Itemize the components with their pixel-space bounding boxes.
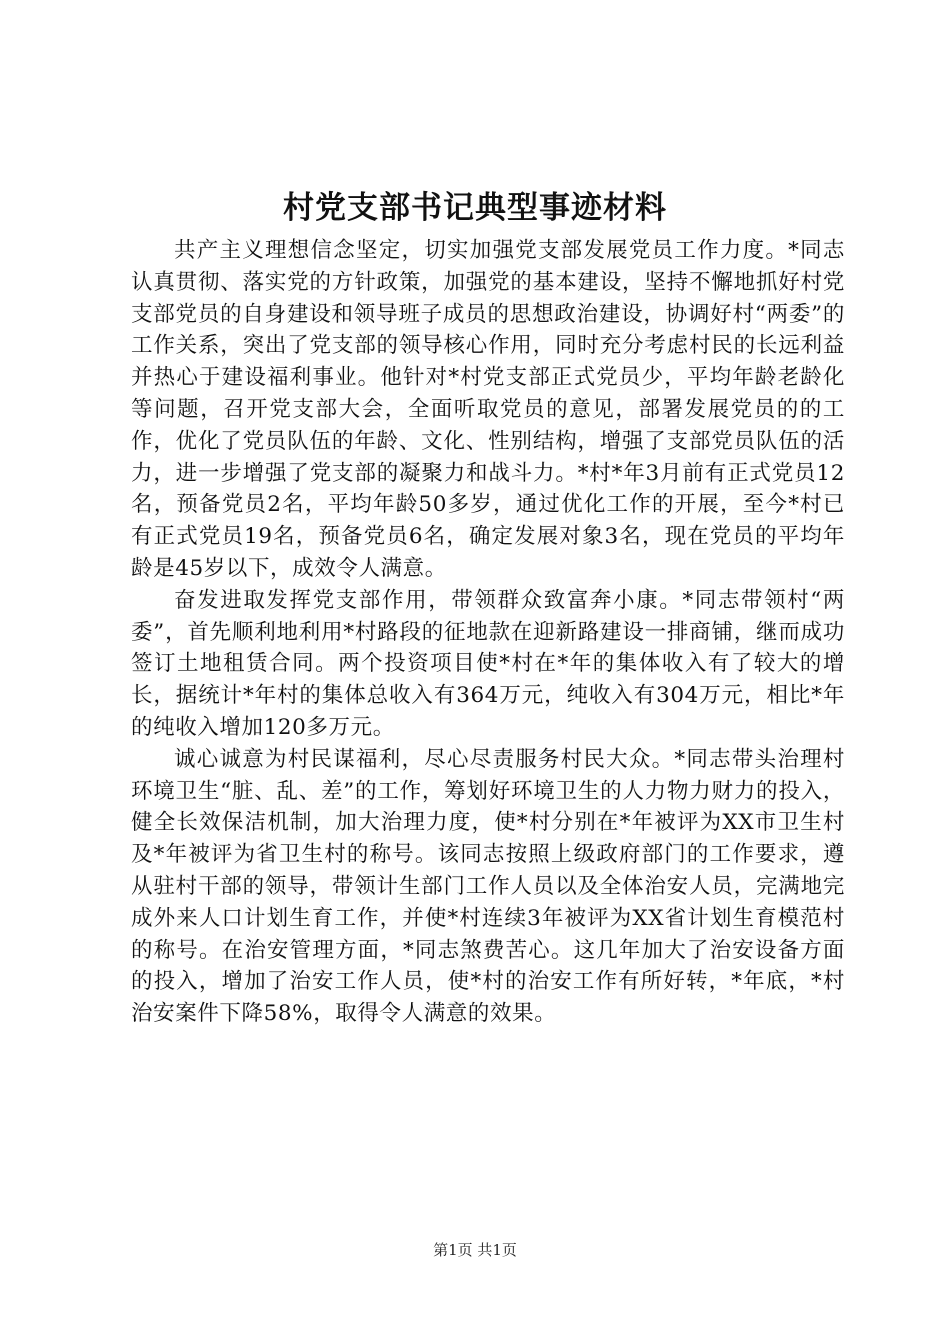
page-number-footer: 第1页 共1页	[433, 1241, 517, 1259]
paragraph-3: 诚心诚意为村民谋福利，尽心尽责服务村民大众。*同志带头治理村环境卫生“脏、乱、差”的工作，筹划好环境卫生的人力物力财力的投入，健全长效保洁机制，加大治理力度，使*村分别在*年被评为XX市卫生村及*年被评为省卫生村的称号。该同志按照上级政府部门的工作要求，遵从驻村干部的领导，带领计生部门工作人员以及全体治安人员，完满地完成外来人口计划生育工作，并使*村连续3年被评为XX省计划生育模范村的称号。在治安管理方面，*同志煞费苦心。这几年加大了治安设备方面的投入，增加了治安工作人员，使*村的治安工作有所好转，*年底，*村治安案件下降58%，取得令人满意的效果。	[131, 746, 845, 1027]
paragraph-1: 共产主义理想信念坚定，切实加强党支部发展党员工作力度。*同志认真贯彻、落实党的方针政策，加强党的基本建设，坚持不懈地抓好村党支部党员的自身建设和领导班子成员的思想政治建设，协调好村“两委”的工作关系，突出了党支部的领导核心作用，同时充分考虑村民的长远利益并热心于建设福利事业。他针对*村党支部正式党员少，平均年龄老龄化等问题，召开党支部大会，全面听取党员的意见，部署发展党员的的工作，优化了党员队伍的年龄、文化、性别结构，增强了支部党员队伍的活力，进一步增强了党支部的凝聚力和战斗力。*村*年3月前有正式党员12名，预备党员2名，平均年龄50多岁，通过优化工作的开展，至今*村已有正式党员19名，预备党员6名，确定发展对象3名，现在党员的平均年龄是45岁以下，成效令人满意。	[131, 238, 845, 581]
document-title: 村党支部书记典型事迹材料	[283, 190, 667, 226]
document-body	[131, 235, 845, 1030]
paragraph-2: 奋发进取发挥党支部作用，带领群众致富奔小康。*同志带领村“两委”，首先顺利地利用*村路段的征地款在迎新路建设一排商铺，继而成功签订土地租赁合同。两个投资项目使*村在*年的集体收入有了较大的增长，据统计*年村的集体总收入有364万元，纯收入有304万元，相比*年的纯收入增加120多万元。	[131, 587, 845, 740]
